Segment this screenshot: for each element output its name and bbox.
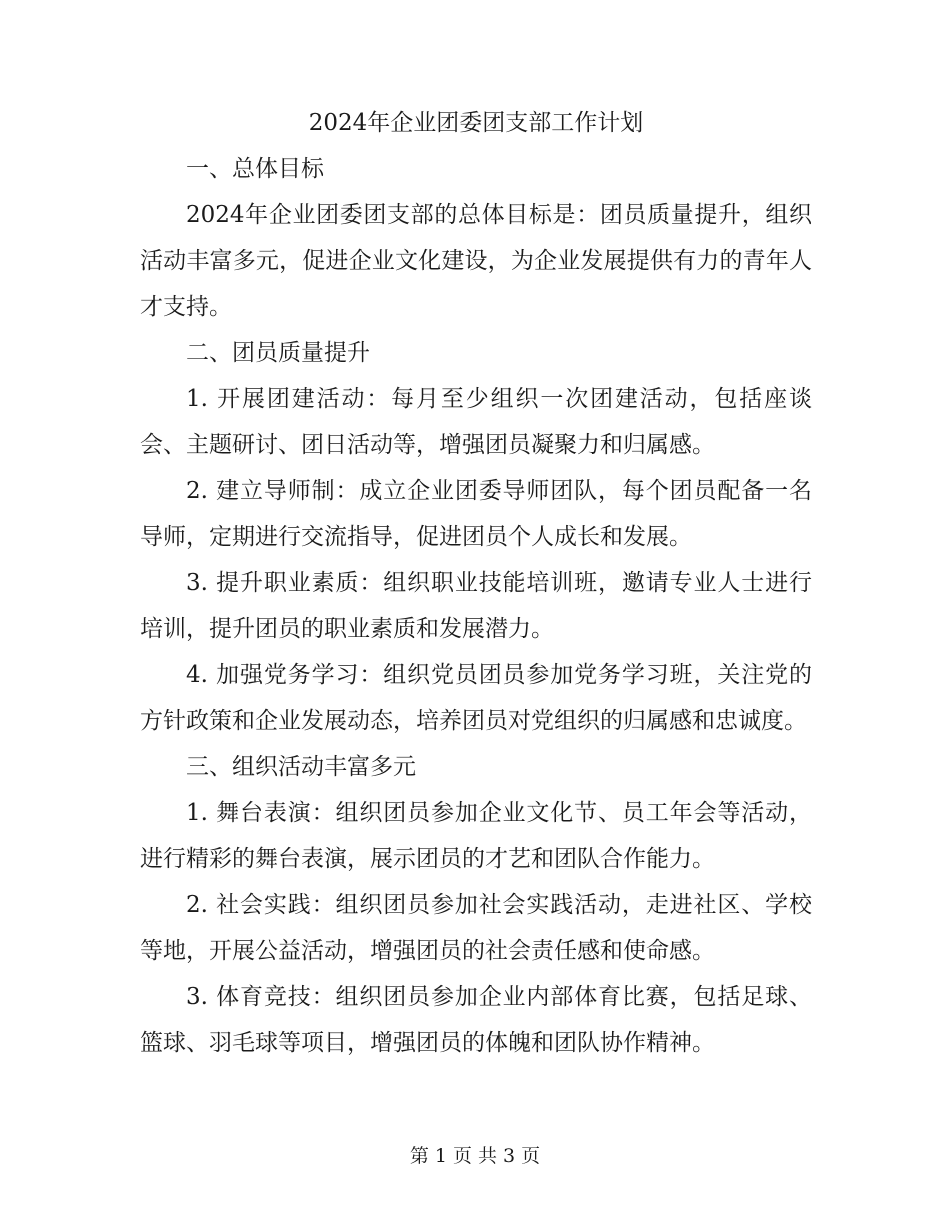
section-heading: 三、组织活动丰富多元: [186, 754, 416, 780]
list-item: 3. 体育竞技：组织团员参加企业内部体育比赛，包括足球、篮球、羽毛球等项目，增强团员的体魄和团队协作精神。: [140, 984, 812, 1056]
list-item: 1. 开展团建活动：每月至少组织一次团建活动，包括座谈会、主题研讨、团日活动等，增强团员凝聚力和归属感。: [140, 386, 812, 458]
section-member-quality: [140, 330, 812, 744]
list-item: 2. 社会实践：组织团员参加社会实践活动，走进社区、学校等地，开展公益活动，增强团员的社会责任感和使命感。: [140, 892, 812, 964]
document-body: [140, 100, 812, 1066]
section-heading: 二、团员质量提升: [186, 340, 370, 366]
list-item: 3. 提升职业素质：组织职业技能培训班，邀请专业人士进行培训，提升团员的职业素质和发展潜力。: [140, 570, 812, 642]
section-heading: 一、总体目标: [186, 156, 324, 182]
list-item: 4. 加强党务学习：组织党员团员参加党务学习班，关注党的方针政策和企业发展动态，培养团员对党组织的归属感和忠诚度。: [140, 662, 812, 734]
page-number: 第 1 页 共 3 页: [409, 1145, 541, 1167]
document-title: 2024年企业团委团支部工作计划: [308, 110, 644, 136]
section-activities: [140, 744, 812, 1066]
list-item: 2. 建立导师制：成立企业团委导师团队，每个团员配备一名导师，定期进行交流指导，促进团员个人成长和发展。: [140, 478, 812, 550]
paragraph: 2024年企业团委团支部的总体目标是：团员质量提升，组织活动丰富多元，促进企业文化建设，为企业发展提供有力的青年人才支持。: [140, 202, 812, 320]
list-item: 1. 舞台表演：组织团员参加企业文化节、员工年会等活动，进行精彩的舞台表演，展示团员的才艺和团队合作能力。: [140, 800, 812, 872]
section-overall-goal: [140, 146, 812, 330]
